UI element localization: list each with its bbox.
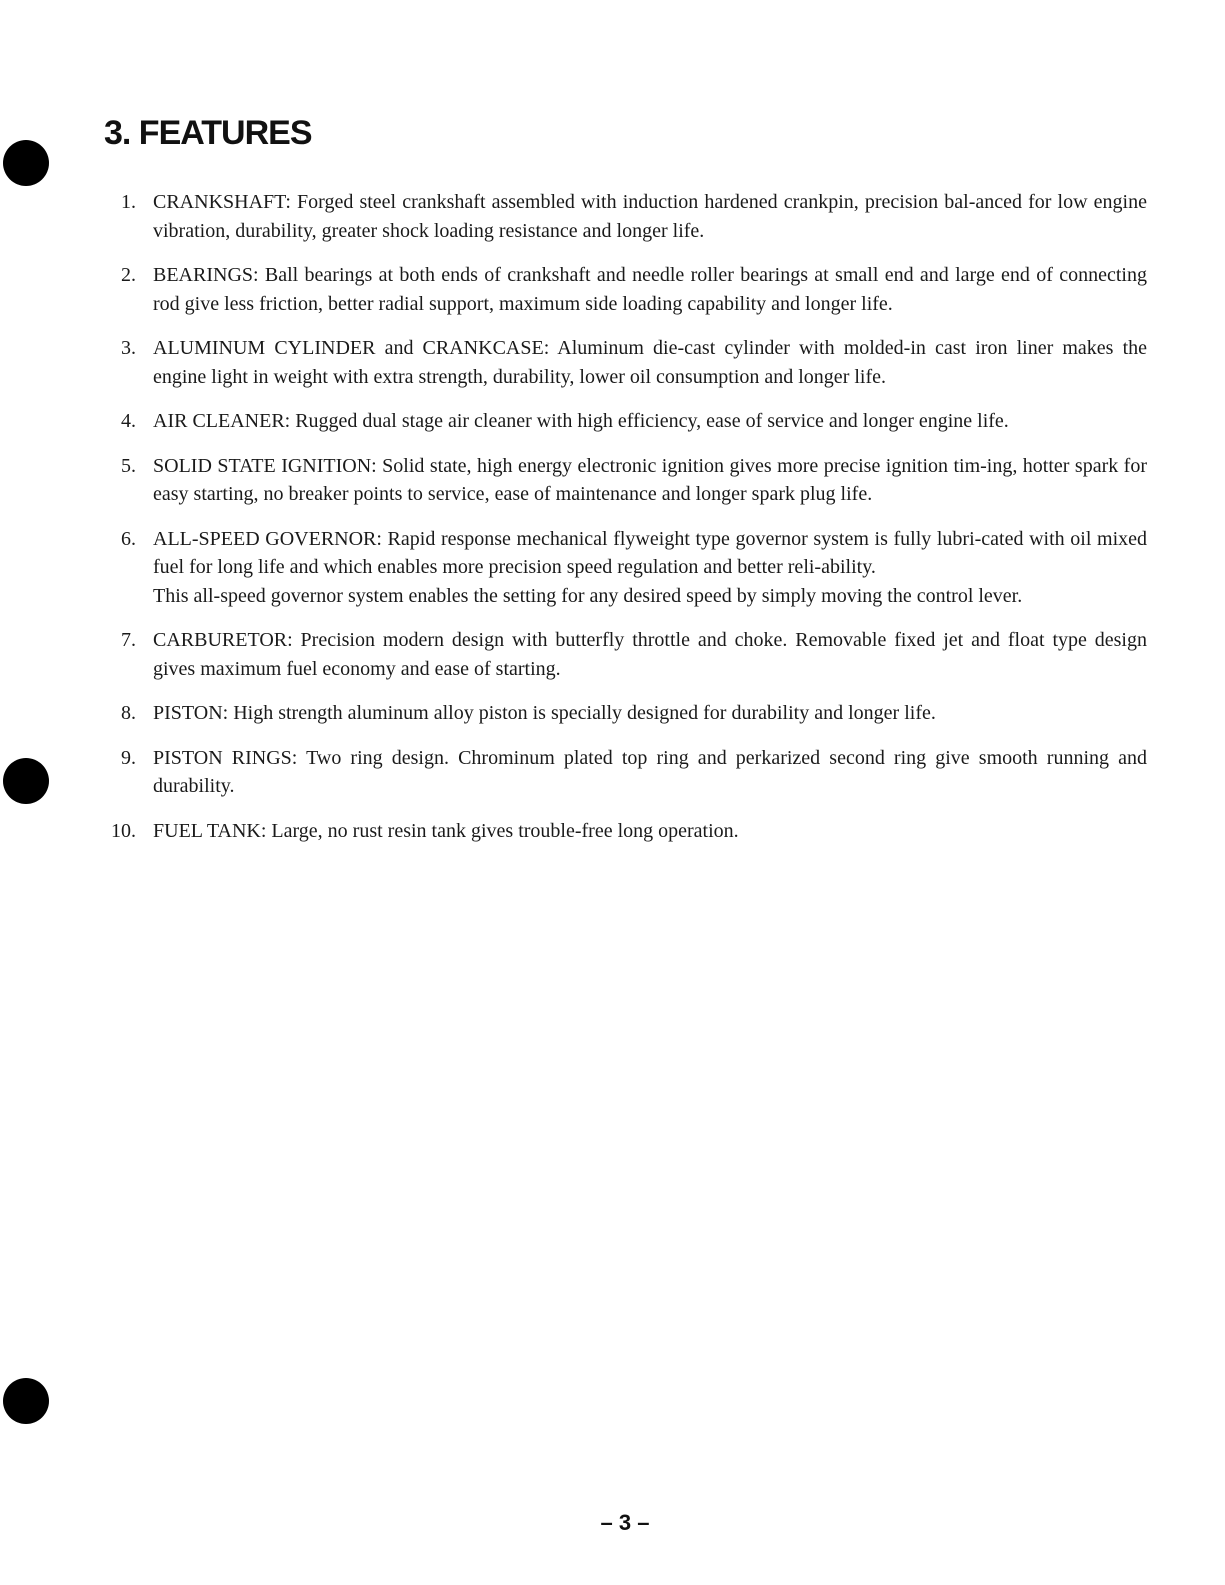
feature-item bbox=[0, 525, 1147, 611]
feature-list bbox=[0, 188, 1225, 861]
feature-text: CRANKSHAFT: Forged steel crankshaft assembled with induction hardened crankpin, precision bal-anced for low engine vibration, durability, greater shock loading resistance and longer life. bbox=[153, 191, 1147, 242]
feature-number: 10. bbox=[111, 819, 136, 842]
feature-text: BEARINGS: Ball bearings at both ends of crankshaft and needle roller bearings at small end and large end of connecting rod give less friction, better radial support, maximum side loading capability and longer life. bbox=[153, 264, 1147, 315]
binder-hole-bottom bbox=[3, 1378, 49, 1424]
feature-number: 8. bbox=[121, 702, 136, 724]
feature-item bbox=[0, 334, 1147, 391]
feature-number: 3. bbox=[121, 337, 136, 359]
feature-item bbox=[0, 452, 1147, 509]
feature-item bbox=[0, 744, 1147, 801]
feature-text: ALUMINUM CYLINDER and CRANKCASE: Aluminum die-cast cylinder with molded-in cast iron liner makes the engine light in weight with extra strength, durability, lower oil consumption and longer life. bbox=[153, 337, 1147, 388]
feature-number: 2. bbox=[121, 264, 136, 286]
feature-text: PISTON: High strength aluminum alloy piston is specially designed for durability and longer life. bbox=[153, 702, 936, 724]
feature-item bbox=[0, 261, 1147, 318]
feature-number: 7. bbox=[121, 629, 136, 651]
feature-item bbox=[0, 699, 1147, 728]
feature-item bbox=[0, 188, 1147, 245]
feature-number: 4. bbox=[121, 410, 136, 432]
feature-item bbox=[0, 626, 1147, 683]
feature-item bbox=[0, 817, 1147, 846]
feature-number: 1. bbox=[121, 191, 136, 213]
feature-text: PISTON RINGS: Two ring design. Chrominum plated top ring and perkarized second ring give smooth running and durability. bbox=[153, 746, 1147, 797]
feature-text: AIR CLEANER: Rugged dual stage air cleaner with high efficiency, ease of service and longer engine life. bbox=[153, 410, 1009, 432]
feature-number: 5. bbox=[121, 454, 136, 477]
section-title: 3. FEATURES bbox=[104, 114, 312, 152]
feature-text: ALL-SPEED GOVERNOR: Rapid response mechanical flyweight type governor system is fully lubri-cated with oil mixed fuel for long life and which enables more precision speed regulation and better reli-ability. bbox=[153, 527, 1147, 578]
feature-text: CARBURETOR: Precision modern design with butterfly throttle and choke. Removable fixed jet and float type design gives maximum fuel economy and ease of starting. bbox=[153, 629, 1147, 680]
feature-text: This all-speed governor system enables the setting for any desired speed by simply moving the control lever. bbox=[153, 584, 1023, 607]
feature-text: FUEL TANK: Large, no rust resin tank gives trouble-free long operation. bbox=[153, 819, 739, 842]
binder-hole-top bbox=[3, 140, 49, 186]
feature-number: 6. bbox=[121, 527, 136, 550]
feature-text: SOLID STATE IGNITION: Solid state, high energy electronic ignition gives more precise ignition tim-ing, hotter spark for easy starting, no breaker points to service, ease of maintenance and longer spark plug life. bbox=[153, 454, 1147, 505]
feature-number: 9. bbox=[121, 746, 136, 769]
page-number: – 3 – bbox=[600, 1510, 650, 1535]
feature-item bbox=[0, 407, 1147, 436]
